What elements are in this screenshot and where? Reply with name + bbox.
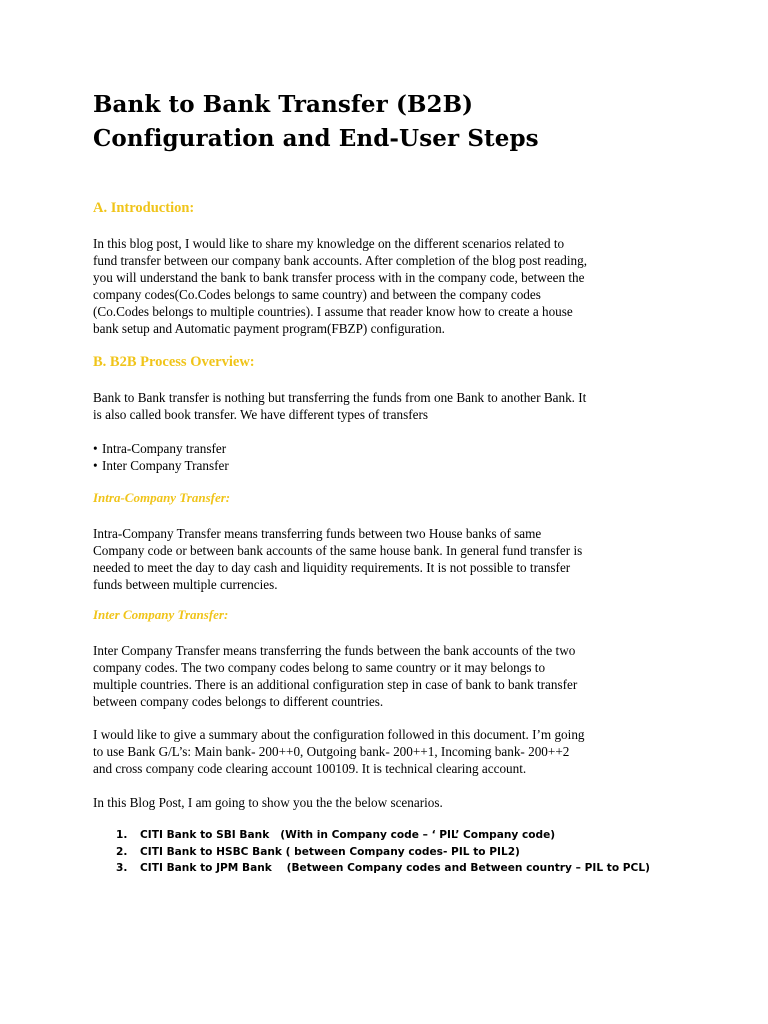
- section-heading-process-overview: B. B2B Process Overview:: [93, 354, 255, 370]
- paragraph-line: (Co.Codes belongs to multiple countries). I assume that reader know how to create a house: [93, 304, 573, 319]
- paragraph-line: In this blog post, I would like to share my knowledge on the different scenarios related to: [93, 236, 565, 251]
- bullet-icon: •: [93, 441, 98, 456]
- paragraph-line: Company code or between bank accounts of the same house bank. In general fund transfer is: [93, 543, 583, 558]
- paragraph-line: fund transfer between our company bank accounts. After completion of the blog post reading,: [93, 253, 588, 268]
- paragraph-line: Intra-Company Transfer means transferring funds between two House banks of same: [93, 526, 542, 541]
- bullet-icon: •: [93, 458, 98, 473]
- paragraph-line: bank setup and Automatic payment program(FBZP) configuration.: [93, 321, 445, 336]
- subheading-inter-company: Inter Company Transfer:: [93, 607, 229, 622]
- intra-company-paragraph: [93, 525, 683, 593]
- paragraph-line: Inter Company Transfer means transferring the funds between the bank accounts of the two: [93, 643, 576, 658]
- scenario-item: [116, 844, 716, 861]
- section-heading-introduction: A. Introduction:: [93, 200, 195, 216]
- introduction-paragraph: [93, 235, 683, 337]
- paragraph-line: Bank to Bank transfer is nothing but transferring the funds from one Bank to another Bank. It: [93, 390, 587, 405]
- configuration-summary-paragraph: [93, 726, 683, 777]
- paragraph-line: is also called book transfer. We have different types of transfers: [93, 407, 428, 422]
- paragraph-line: you will understand the bank to bank transfer process with in the company code, between the: [93, 270, 585, 285]
- paragraph-line: to use Bank G/L’s: Main bank- 200++0, Outgoing bank- 200++1, Incoming bank- 200++2: [93, 744, 570, 759]
- title-line: Configuration and End-User Steps: [93, 125, 539, 152]
- scenario-number: 2.: [116, 845, 128, 858]
- paragraph-line: company codes(Co.Codes belongs to same country) and between the company codes: [93, 287, 541, 302]
- scenario-number: 3.: [116, 862, 128, 874]
- scenario-text: CITI Bank to JPM Bank (Between Company codes and Between country – PIL to PCL): [140, 862, 650, 874]
- paragraph-line: and cross company code clearing account 100109. It is technical clearing account.: [93, 761, 527, 776]
- title-line: Bank to Bank Transfer (B2B): [93, 91, 474, 118]
- scenario-item: [116, 860, 716, 877]
- paragraph-line: needed to meet the day to day cash and liquidity requirements. It is not possible to transfer: [93, 560, 571, 575]
- list-item-text: Inter Company Transfer: [102, 458, 229, 473]
- subheading-intra-company: Intra-Company Transfer:: [93, 490, 231, 505]
- paragraph-line: between company codes belongs to different countries.: [93, 694, 384, 709]
- scenario-item: [116, 827, 716, 844]
- scenarios-intro-paragraph: [93, 794, 683, 811]
- scenario-text: CITI Bank to HSBC Bank ( between Company codes- PIL to PIL2): [140, 845, 520, 858]
- scenario-list: [116, 827, 716, 877]
- transfer-types-list: [93, 440, 683, 474]
- paragraph-line: multiple countries. There is an additional configuration step in case of bank to bank transfer: [93, 677, 578, 692]
- list-item-text: Intra-Company transfer: [102, 441, 227, 456]
- paragraph-line: funds between multiple currencies.: [93, 577, 278, 592]
- scenario-text: CITI Bank to SBI Bank (With in Company code – ‘ PIL’ Company code): [140, 829, 556, 841]
- paragraph-line: I would like to give a summary about the configuration followed in this document. I’m going: [93, 727, 585, 742]
- document-title: [93, 88, 733, 156]
- paragraph-line: company codes. The two company codes belong to same country or it may belongs to: [93, 660, 546, 675]
- process-overview-paragraph: [93, 389, 683, 423]
- scenario-number: 1.: [116, 829, 128, 841]
- inter-company-paragraph: [93, 642, 683, 710]
- list-item: [93, 457, 683, 474]
- paragraph-line: In this Blog Post, I am going to show you the the below scenarios.: [93, 795, 443, 810]
- list-item: [93, 440, 683, 457]
